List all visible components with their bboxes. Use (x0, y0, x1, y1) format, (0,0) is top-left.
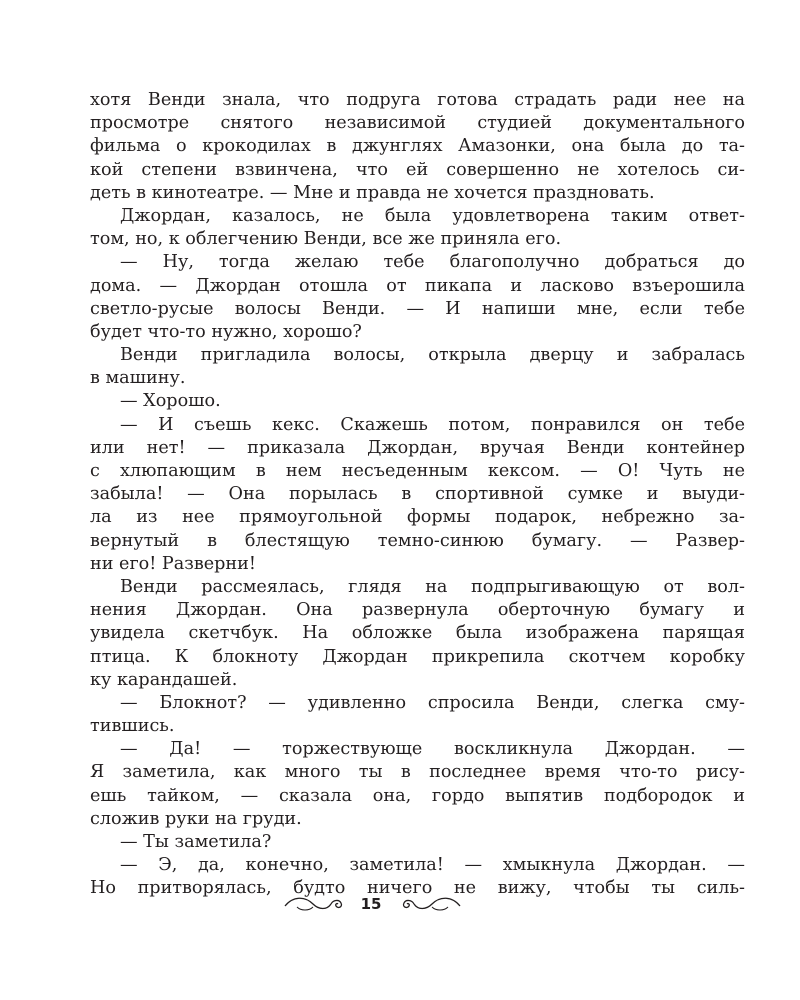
text-line: с хлюпающим в нем несъеденным кексом. — О! Чуть не (90, 461, 745, 481)
text-line: ку карандашей. (90, 669, 238, 690)
text-line: — Блокнот? — удивленно спросила Венди, слегка сму- (120, 692, 745, 713)
text-line: ла из нее прямоугольной формы подарок, небрежно за- (90, 507, 745, 528)
text-line: дома. — Джордан отошла от пикапа и ласково взъерошила (90, 275, 745, 296)
text-line: — Э, да, конечно, заметила! — хмыкнула Джордан. — (120, 855, 745, 876)
text-line: Джордан, казалось, не была удовлетворена таким ответ- (120, 205, 745, 226)
text-line: или нет! — приказала Джордан, вручая Венди контейнер (90, 437, 745, 458)
text-line: том, но, к облегчению Венди, все же приняла его. (90, 229, 562, 250)
text-line: — Хорошо. (120, 391, 221, 412)
text-line: тившись. (90, 716, 175, 737)
text-line: Но притворялась, будто ничего не вижу, чтобы ты силь- (90, 878, 745, 899)
text-line: нения Джордан. Она развернула оберточную бумагу и (90, 600, 745, 621)
text-line: Венди пригладила волосы, открыла дверцу и забралась (120, 345, 745, 366)
text-line: — И съешь кекс. Скажешь потом, понравился он тебе (120, 414, 745, 435)
swirl-ornament-icon (283, 892, 349, 914)
text-line: — Ты заметила? (120, 832, 272, 852)
text-line: фильма о крокодилах в джунглях Амазонки, она была до та- (90, 136, 745, 157)
text-line: Я заметила, как много ты в последнее время что-то рису- (90, 762, 745, 783)
text-line: вернутый в блестящую темно-синюю бумагу. — Развер- (90, 530, 745, 551)
page-footer (0, 888, 800, 924)
text-line: сложив руки на груди. (90, 808, 302, 829)
text-line: ни его! Разверни! (90, 553, 256, 574)
text-line: светло-русые волосы Венди. — И напиши мне, если тебе (90, 298, 745, 319)
body-text (90, 89, 745, 901)
text-line: увидела скетчбук. На обложке была изображена парящая (90, 623, 745, 644)
text-line: птица. К блокноту Джордан прикрепила скотчем коробку (90, 646, 745, 667)
text-line: деть в кинотеатре. — Мне и правда не хочется праздновать. (90, 182, 655, 203)
page-number: 15 (360, 895, 382, 913)
swirl-ornament-icon (396, 892, 462, 914)
text-line: будет что-то нужно, хорошо? (90, 321, 362, 342)
text-line: в машину. (90, 368, 186, 389)
text-line: — Ну, тогда желаю тебе благополучно добраться до (120, 252, 745, 273)
text-line: Венди рассмеялась, глядя на подпрыгивающую от вол- (120, 576, 745, 597)
text-line: хотя Венди знала, что подруга готова страдать ради нее на (90, 90, 745, 110)
text-line: просмотре снятого независимой студией документального (90, 113, 745, 134)
text-line: забыла! — Она порылась в спортивной сумке и выуди- (90, 484, 745, 505)
text-line: — Да! — торжествующе воскликнула Джордан. — (120, 739, 745, 760)
text-line: ешь тайком, — сказала она, гордо выпятив подбородок и (90, 785, 745, 806)
text-line: кой степени взвинчена, что ей совершенно не хотелось си- (90, 159, 745, 180)
